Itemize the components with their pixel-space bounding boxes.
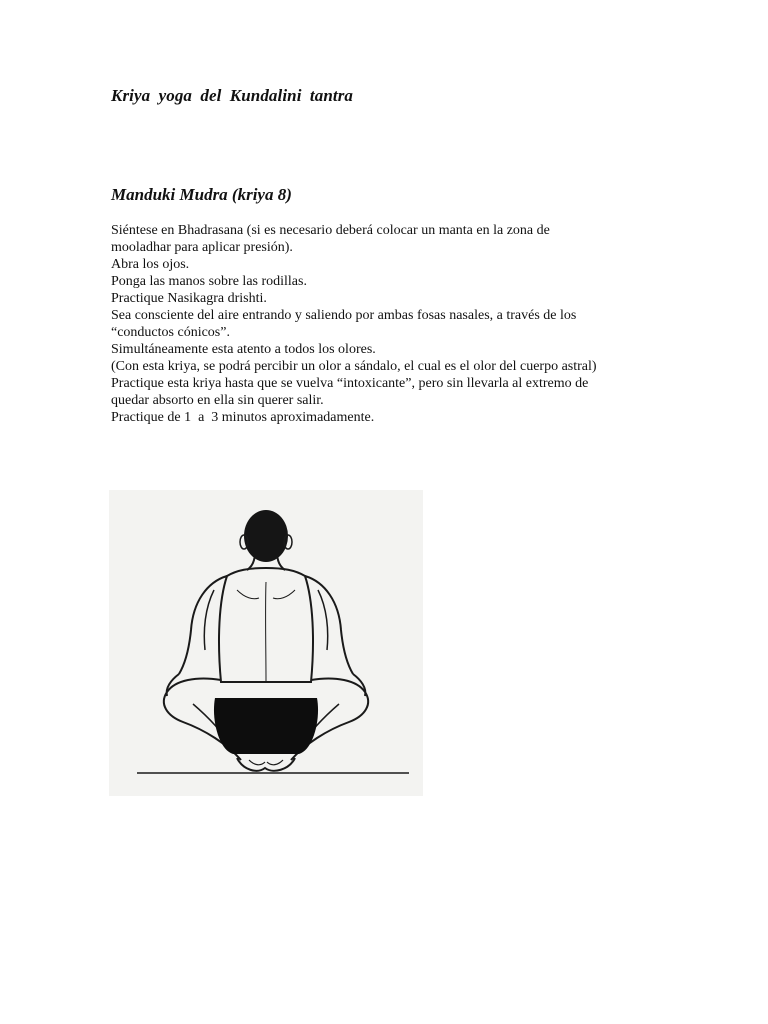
shorts — [214, 698, 318, 754]
text-line: “conductos cónicos”. — [111, 325, 230, 340]
text-line: mooladhar para aplicar presión). — [111, 240, 293, 255]
head — [244, 510, 288, 562]
text-line: Ponga las manos sobre las rodillas. — [111, 274, 307, 289]
feet — [237, 758, 295, 771]
text-line: Sea consciente del aire entrando y saliendo por ambas fosas nasales, a través de los — [111, 308, 577, 323]
text-line: Abra los ojos. — [111, 257, 190, 272]
instructions-text — [111, 222, 671, 426]
text-line: Practique de 1 a 3 minutos aproximadamente. — [111, 410, 375, 425]
text-line: (Con esta kriya, se podrá percibir un olor a sándalo, el cual es el olor del cuerpo astral) — [111, 359, 597, 374]
text-line: Siéntese en Bhadrasana (si es necesario deberá colocar un manta en la zona de — [111, 223, 550, 238]
text-line: Practique esta kriya hasta que se vuelva “intoxicante”, pero sin llevarla al extremo de — [111, 376, 589, 391]
text-line: Practique Nasikagra drishti. — [111, 291, 267, 306]
seated-figure-drawing — [109, 490, 423, 796]
text-line: quedar absorto en ella sin querer salir. — [111, 393, 324, 408]
document-title: Kriya yoga del Kundalini tantra — [111, 86, 354, 105]
manduki-mudra-illustration — [109, 490, 423, 796]
text-line: Simultáneamente esta atento a todos los olores. — [111, 342, 376, 357]
section-heading: Manduki Mudra (kriya 8) — [111, 185, 292, 204]
